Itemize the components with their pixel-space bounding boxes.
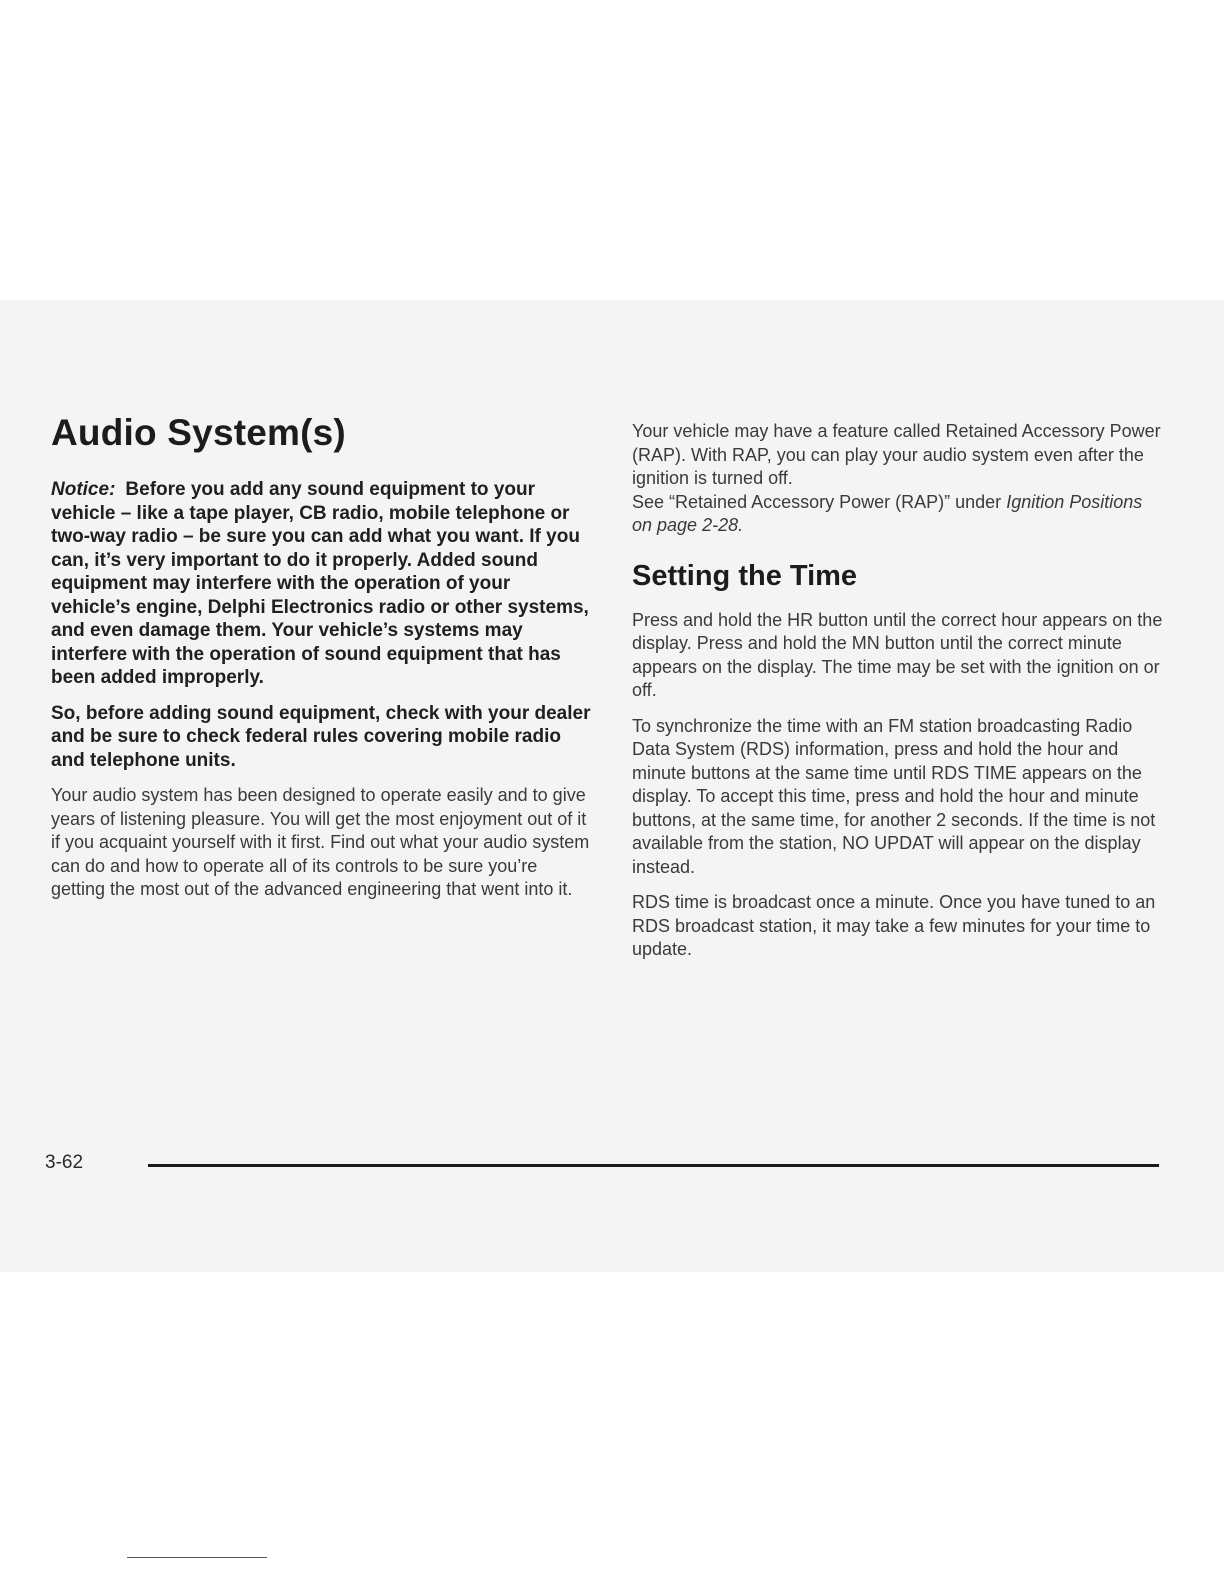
section-title-audio-systems: Audio System(s) [51, 412, 346, 453]
setting-time-paragraph-3: RDS time is broadcast once a minute. Once you have tuned to an RDS broadcast station, it may take a few minutes for your time to update. [632, 892, 1156, 959]
audio-intro-paragraph: Your audio system has been designed to operate easily and to give years of listening pleasure. You will get the most enjoyment out of it if you acquaint yourself with it first. Find out what your audio system can do and how to operate all of its controls to be sure you’re getting the most out of the advanced engineering that went into it. [51, 785, 590, 899]
notice-paragraph [51, 478, 591, 690]
setting-time-paragraph-1: Press and hold the HR button until the correct hour appears on the display. Press and hold the MN button until the correct minute appears on the display. The time may be set with the ignition on or off. [632, 609, 1163, 700]
page-number: 3-62 [45, 1152, 84, 1173]
notice-text: Before you add any sound equipment to your vehicle – like a tape player, CB radio, mobile telephone or two-way radio – be sure you can add what you want. If you can, it’s very important to do it properly. Added sound equipment may interfere with the operation of your vehicle’s engine, Delphi Electronics radio or other systems, and even damage them. Your vehicle’s systems may interfere with the operation of sound equipment that has been added improperly. [51, 479, 589, 688]
right-column [632, 420, 1167, 974]
setting-time-paragraph-2: To synchronize the time with an FM station broadcasting Radio Data System (RDS) information, press and hold the hour and minute buttons at the same time until RDS TIME appears on the display. To accept this time, press and hold the hour and minute buttons, at the same time, for another 2 seconds. If the time is not available from the station, NO UPDAT will appear on the display instead. [632, 715, 1156, 877]
rap-cross-reference: Ignition Positions on page 2-28. [632, 491, 1143, 535]
bottom-divider [127, 1557, 267, 1558]
notice-label: Notice: [51, 479, 116, 500]
notice-paragraph-2: So, before adding sound equipment, check with your dealer and be sure to check federal rules covering mobile radio and telephone units. [51, 702, 591, 771]
left-column [51, 412, 591, 914]
rap-text: Your vehicle may have a feature called Retained Accessory Power (RAP). With RAP, you can play your audio system even after the ignition is turned off. [632, 421, 1161, 488]
footer-divider [148, 1164, 1159, 1167]
section-title-setting-the-time: Setting the Time [632, 559, 858, 592]
rap-paragraph [632, 420, 1167, 538]
rap-see-text: See “Retained Accessory Power (RAP)” under [632, 491, 1002, 512]
